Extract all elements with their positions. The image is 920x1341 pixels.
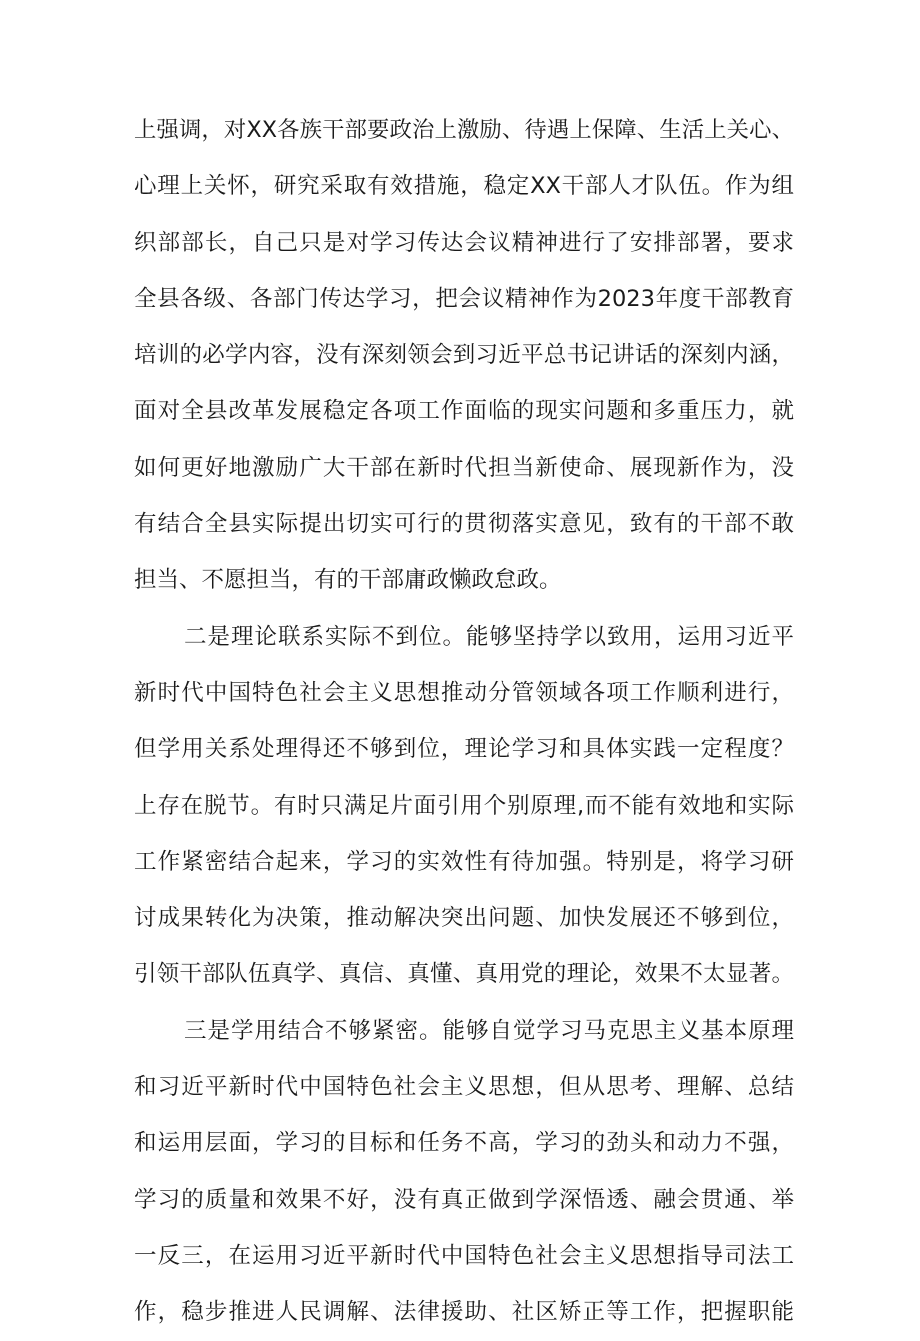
text-line: 上强调，对XX各族干部要政治上激励、待遇上保障、生活上关心、 (134, 117, 794, 143)
text-line: 心理上关怀，研究采取有效措施，稳定XX干部人才队伍。作为组 (134, 173, 794, 200)
text-line: 讨成果转化为决策，推动解决突出问题、加快发展还不够到位， (134, 905, 794, 932)
body-text (134, 102, 794, 1341)
text-line: 引领干部队伍真学、真信、真懂、真用党的理论，效果不太显著。 (134, 961, 794, 988)
text-line: 全县各级、各部门传达学习，把会议精神作为2023年度干部教育 (134, 285, 794, 312)
text-line: 学习的质量和效果不好，没有真正做到学深悟透、融会贯通、举 (134, 1186, 794, 1213)
text-line: 和习近平新时代中国特色社会主义思想，但从思考、理解、总结 (134, 1074, 794, 1101)
text-line: 新时代中国特色社会主义思想推动分管领域各项工作顺利进行， (134, 679, 794, 706)
text-line: 如何更好地激励广大干部在新时代担当新使命、展现新作为，没 (134, 454, 794, 481)
text-line: 工作紧密结合起来，学习的实效性有待加强。特别是，将学习研 (134, 848, 794, 875)
text-line: 有结合全县实际提出切实可行的贯彻落实意见，致有的干部不敢 (134, 511, 794, 538)
text-line: 培训的必学内容，没有深刻领会到习近平总书记讲话的深刻内涵， (134, 342, 794, 369)
text-line: 但学用关系处理得还不够到位，理论学习和具体实践一定程度？ (134, 736, 794, 763)
text-line: 上存在脱节。有时只满足片面引用个别原理,而不能有效地和实际 (134, 792, 794, 819)
text-line: 三是学用结合不够紧密。能够自觉学习马克思主义基本原理 (184, 1017, 794, 1044)
text-line: 一反三，在运用习近平新时代中国特色社会主义思想指导司法工 (134, 1242, 794, 1269)
text-line: 作，稳步推进人民调解、法律援助、社区矫正等工作，把握职能 (134, 1299, 794, 1326)
text-line: 担当、不愿担当，有的干部庸政懒政怠政。 (134, 567, 562, 594)
text-line: 和运用层面，学习的目标和任务不高，学习的劲头和动力不强， (134, 1130, 794, 1157)
text-line: 织部部长，自己只是对学习传达会议精神进行了安排部署，要求 (134, 229, 794, 256)
text-line: 面对全县改革发展稳定各项工作面临的现实问题和多重压力，就 (134, 398, 794, 425)
text-line: 二是理论联系实际不到位。能够坚持学以致用，运用习近平 (184, 623, 794, 650)
